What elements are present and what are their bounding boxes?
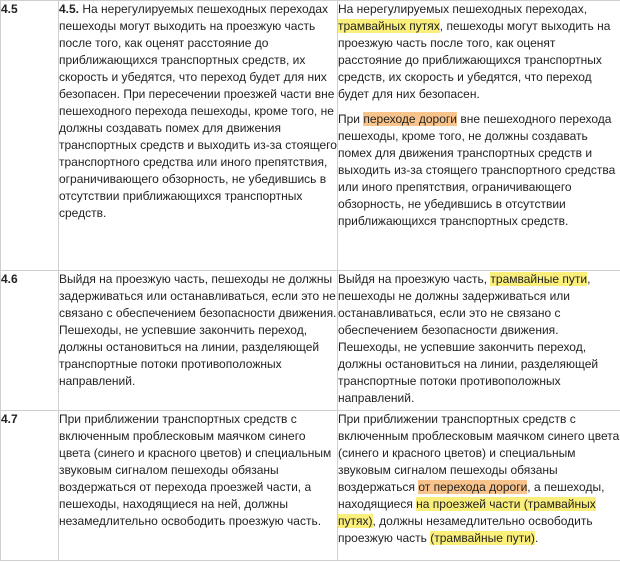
table-row [1,1,620,271]
text-fragment: вне пешеходного перехода пешеходы, кроме того, не должны создавать помех для движения транспортных средств и выходить из-за стоящего транспортного средства или иного препятствия, ограничивающего обзорность, не убедившись в отсутствии приближающихся транспортных средств. [338,112,616,228]
text-fragment: , должны незамедлительно освободить проезжую часть [338,514,593,545]
old-rule-text: При приближении транспортных средств с включенным проблесковым маячком синего цвета (синего и красного цветов) и специальным звуковым сигналом пешеходы обязаны воздержаться от перехода проезжей части, а пешеходы, находящиеся на ней, должны незамедлительно освободить проезжую часть. [59,411,338,561]
old-rule-text [59,1,338,271]
table-row [1,411,620,561]
new-rule-text [338,271,620,411]
old-rule-text: Выйдя на проезжую часть, пешеходы не должны задерживаться или останавливаться, если это не связано с обеспечением безопасности движения. Пешеходы, не успевшие закончить переход, должны остановиться на линии, разделяющей транспортные потоки противоположных направлений. [59,271,338,411]
text-fragment: На нерегулируемых пешеходных переходах, [338,2,588,16]
text-fragment: Выйдя на проезжую часть, [338,272,491,286]
text-fragment: , пешеходы не должны задерживаться или останавливаться, если это не связано с обеспечением безопасности движения. Пешеходы, не успевшие закончить переход, должны остановиться на линии, разделяющей транспортные потоки противоположных направлений. [338,272,599,405]
text-fragment: При [338,112,364,126]
rule-number: 4.6 [1,271,59,411]
highlight-added: трамвайных путях [338,19,440,33]
text-fragment: , пешеходы могут выходить на проезжую часть после того, как оценят расстояние до приближающихся транспортных средств, их скорость и убедятся, что переход будет для них безопасен. [338,19,611,101]
rule-lead-number: 4.5. [59,2,80,16]
new-rule-text [338,411,620,561]
highlight-added: (трамвайные пути) [430,531,535,545]
rule-number: 4.7 [1,411,59,561]
text-fragment: . [534,531,539,545]
highlight-changed: от перехода дороги [418,480,528,494]
rule-number: 4.5 [1,1,59,271]
highlight-added: на проезжей части (трамвайных путях) [338,497,596,528]
old-rule-body: На нерегулируемых пешеходных переходах пешеходы могут выходить на проезжую часть после того, как оценят расстояние до приближающихся транспортных средств, их скорость и убедятся, что переход будет для них безопасен. При пересечении проезжей части вне пешеходного перехода пешеходы, кроме того, не должны создавать помех для движения транспортных средств и выходить из-за стоящего транспортного средства или иного препятствия, ограничивающего обзорность, не убедившись в отсутствии приближающихся транспортных средств. [59,2,337,220]
new-rule-paragraph [338,111,620,230]
text-fragment: При приближении транспортных средств с включенным проблесковым маячком синего цвета (синего и красного цветов) и специальным звуковым сигналом пешеходы обязаны воздержаться [338,412,620,494]
text-fragment: , а пешеходы, находящиеся [338,480,605,511]
highlight-changed: переходе дороги [363,112,457,126]
new-rule-paragraph [338,1,620,103]
highlight-added: трамвайные пути [490,272,588,286]
new-rule-text [338,1,620,271]
table-row [1,271,620,411]
